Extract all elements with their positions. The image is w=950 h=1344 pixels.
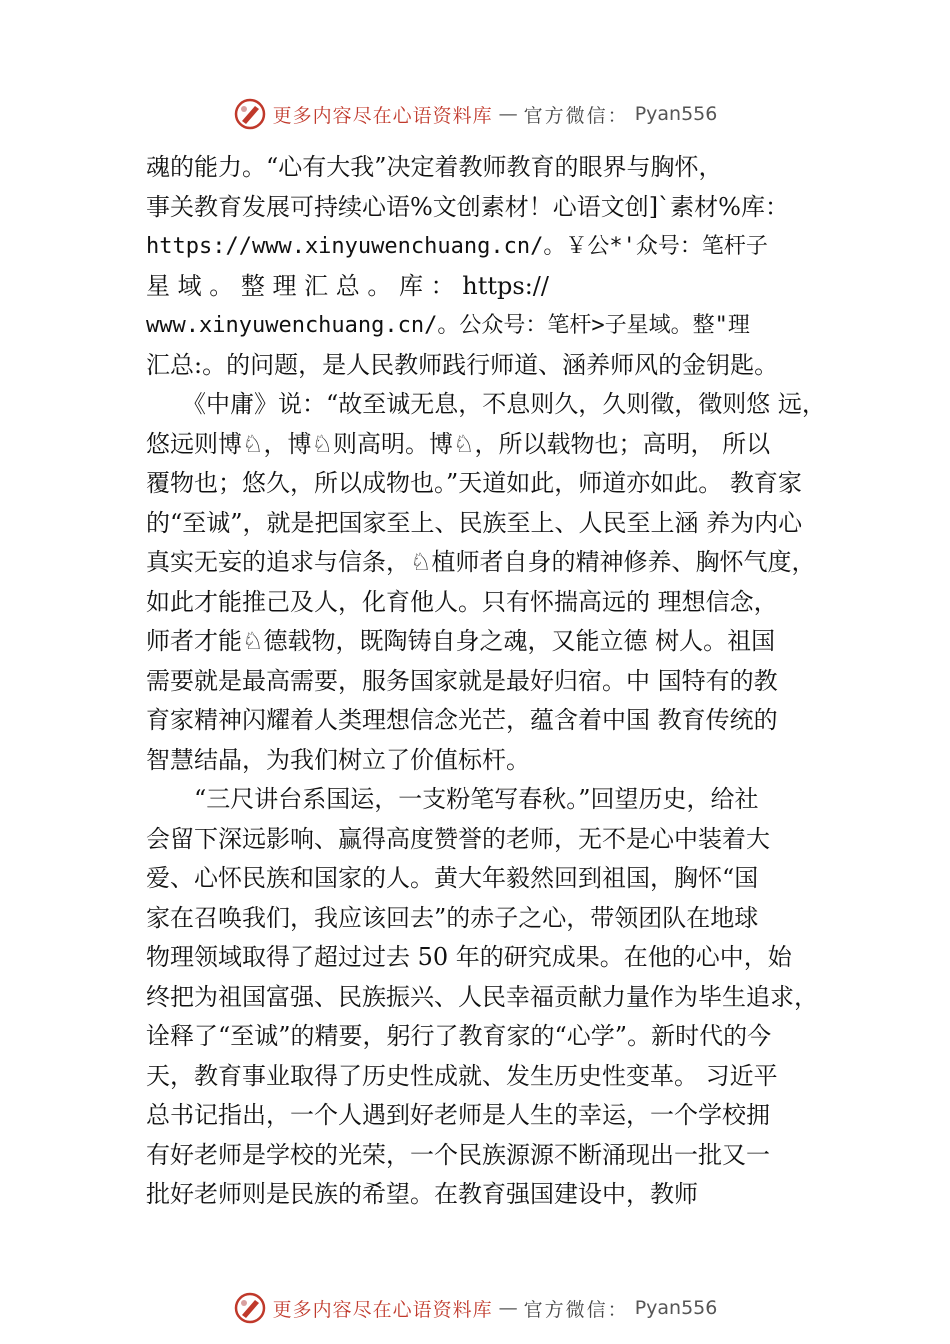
text-line: 诠释了“至诚”的精要，躬行了教育家的“心学”。新时代的今 — [146, 1022, 772, 1050]
text-line: 师者才能♘德载物，既陶铸自身之魂，又能立德 树人。祖国 — [146, 627, 776, 655]
header-text: 更多内容尽在心语资料库 — [272, 104, 493, 127]
text-line: 魂的能力。“心有大我”决定着教师教育的眼界与胸怀， — [146, 153, 723, 181]
text-line: 智慧结晶，为我们树立了价值标杆。 — [146, 745, 530, 774]
document-body — [146, 148, 846, 1215]
text-line: 星 域 。 整 理 汇 总 。 库 ： https:// — [146, 271, 549, 300]
text-line: 家在召唤我们，我应该回去”的赤子之心，带领团队在地球 — [146, 903, 759, 932]
text-line: 事关教育发展可持续心语%文创素材！心语文创]`素材%库： — [146, 192, 789, 221]
header-wechat-id: Pyan556 — [634, 103, 718, 125]
footer-wechat-label: 官方微信： — [523, 1298, 629, 1321]
text-line: 终把为祖国富强、民族振兴、人民幸福贡献力量作为毕生追求， — [146, 982, 818, 1011]
header-dash: — — [498, 103, 518, 125]
text-line: 覆物也；悠久，所以成物也。”天道如此，师道亦如此。 教育家 — [146, 469, 802, 497]
text-line: 物理领域取得了超过过去 50 年的研究成果。在他的心中，始 — [146, 943, 792, 971]
text-line: 悠远则博♘，博♘则高明。博♘，所以载物也；高明， 所以 — [146, 429, 771, 458]
text-line: https://www.xinyuwenchuang.cn/。￥公*'众号：笔杆子 — [146, 234, 768, 259]
pen-circle-logo-icon — [233, 1291, 267, 1325]
text-line: 天，教育事业取得了历史性成就、发生历史性变革。 习近平 — [146, 1061, 778, 1090]
footer-banner — [0, 1288, 950, 1328]
pen-circle-logo-icon — [233, 97, 267, 131]
header-banner — [0, 94, 950, 134]
text-line: 的“至诚”，就是把国家至上、民族至上、人民至上涵 养为内心 — [146, 508, 803, 537]
header-wechat-label: 官方微信： — [523, 104, 629, 127]
text-line: 需要就是最高需要，服务国家就是最好归宿。中 国特有的教 — [146, 666, 778, 695]
text-line: www.xinyuwenchuang.cn/。公众号：笔杆>子星域。整"理 — [146, 313, 750, 338]
text-line: 会留下深远影响、赢得高度赞誉的老师，无不是心中装着大 — [146, 824, 770, 853]
footer-wechat-id: Pyan556 — [634, 1297, 718, 1319]
footer-text: 更多内容尽在心语资料库 — [272, 1298, 493, 1321]
text-line: 如此才能推己及人，化育他人。只有怀揣高远的 理想信念， — [146, 587, 778, 616]
text-line: 育家精神闪耀着人类理想信念光芒，蕴含着中国 教育传统的 — [146, 706, 778, 734]
text-line: 《中庸》说：“故至诚无息，不息则久，久则徵，徵则悠 远， — [146, 390, 826, 418]
text-line: 批好老师则是民族的希望。在教育强国建设中，教师 — [146, 1180, 698, 1208]
footer-dash: — — [498, 1297, 518, 1319]
text-line: 爱、心怀民族和国家的人。黄大年毅然回到祖国，胸怀“国 — [146, 864, 759, 892]
text-line: 真实无妄的追求与信条，♘植师者自身的精神修养、胸怀气度， — [146, 548, 816, 576]
text-line: 总书记指出，一个人遇到好老师是人生的幸运，一个学校拥 — [146, 1101, 770, 1129]
text-line: 有好老师是学校的光荣，一个民族源源不断涌现出一批又一 — [146, 1140, 770, 1169]
text-line: “三尺讲台系国运，一支粉笔写春秋。”回望历史，给社 — [146, 785, 759, 813]
text-line: 汇总:。的问题，是人民教师践行师道、涵养师风的金钥匙。 — [146, 350, 779, 379]
